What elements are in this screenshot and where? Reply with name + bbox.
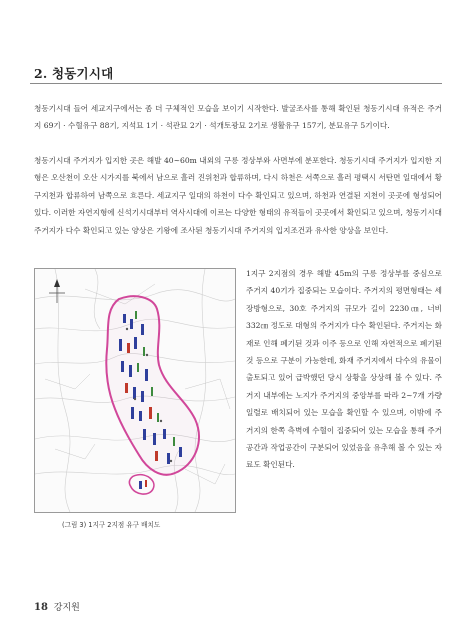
site-boundary [106, 296, 199, 475]
site-layout-map-icon [35, 269, 235, 512]
figure-caption: (그림 3) 1지구 2지점 유구 배치도 [62, 521, 161, 529]
north-arrow-icon [49, 279, 65, 303]
page-number: 18 [34, 602, 48, 613]
site-layout-map-figure [34, 268, 236, 513]
section-heading: 2. 청동기시대 [34, 66, 114, 81]
paragraph-3: 1지구 2지점의 경우 해발 45m의 구릉 정상부를 중심으로 주거지 40기가 집중되는 모습이다. 주거지의 평면형태는 세장방형으로, 30호 주거지의 규모가 길이 2230㎝, 너비 332㎝ 정도로 대형의 주거지가 다수 확인된다. 주거지는 화재로 인해 폐기된 것과 이주 등으로 인해 자연적으로 폐기된 것 등으로 구분이 가능한데, 화재 주거지에서 다수의 유물이 출토되고 있어 급박했던 당시 상황을 상상해 볼 수 있다. 주거지 내부에는 노지가 주거지의 중앙부를 따라 2~7개 가량 일렬로 배치되어 있는 모습을 확인할 수 있으며, 이밖에 주거지의 한쪽 측벽에 수혈이 집중되어 있는 모습을 통해 주거공간과 작업공간이 구분되어 있었음을 유추해 볼 수 있는 자료도 확인된다. [246, 269, 442, 470]
running-title: 강지원 [53, 603, 80, 613]
paragraph-1: 청동기시대 들어 세교지구에서는 좀 더 구체적인 모습을 보이기 시작한다. 발굴조사를 통해 확인된 청동기시대 유적은 주거지 69기 · 수혈유구 88기, 지석묘 1기 · 석관묘 2기 · 석개토광묘 2기로 생활유구 157기, 분묘유구 5기이다. [34, 104, 442, 131]
page-footer [34, 600, 80, 613]
paragraph-2: 청동기시대 주거지가 입지한 곳은 해발 40~60m 내외의 구릉 정상부와 사면부에 분포한다. 청동기시대 주거지가 입지한 지형은 오산천이 오산 시가지를 북에서 남으로 흘러 진위천과 합류하며, 다시 하천은 서쪽으로 흘러 평택시 서탄면 일대에서 황구지천과 합류하여 남쪽으로 흐른다. 세교지구 일대의 하천이 다수 확인되고 있으며, 하천과 연결된 지천이 곳곳에 형성되어 있다. 이러한 자연지형에 신석기시대부터 역사시대에 이르는 다양한 형태의 유적들이 곳곳에서 확인되고 있으며, 청동기시대 주거지가 다수 확인되고 있는 양상은 기왕에 조사된 청동기시대 주거지의 입지조건과 유사한 양상을 보인다. [34, 156, 442, 235]
heading-divider [30, 83, 442, 84]
